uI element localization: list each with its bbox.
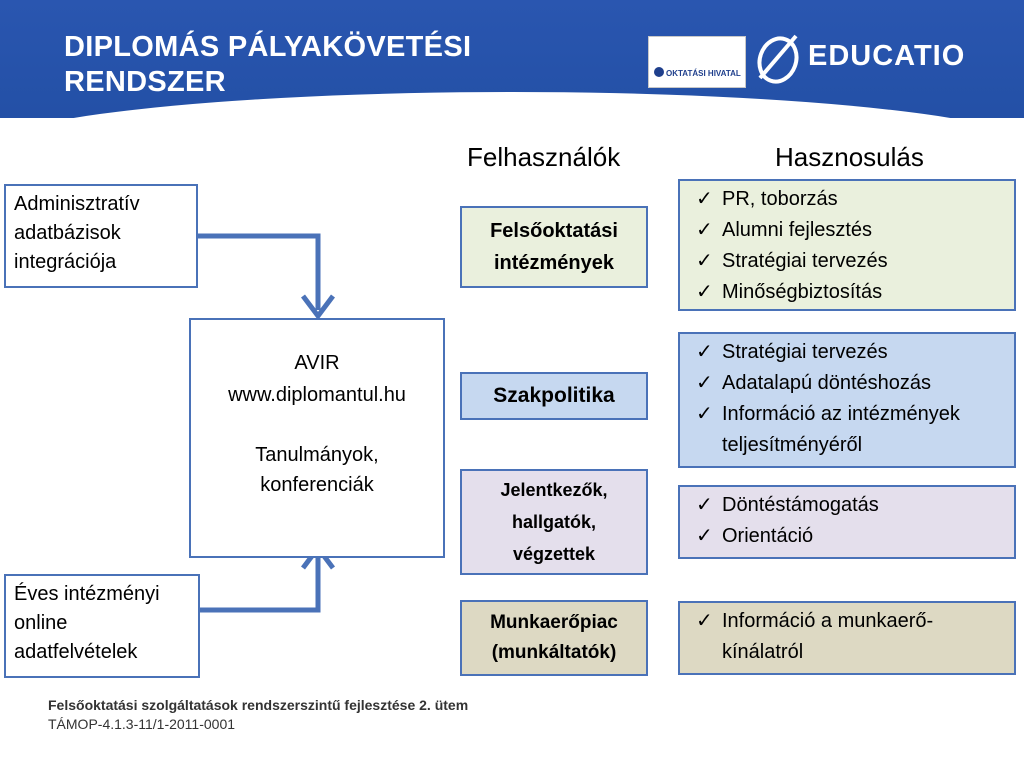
check-icon: ✓ — [696, 494, 713, 516]
source-annual-line: online — [14, 612, 68, 634]
source-annual-surveys — [4, 574, 200, 678]
usage-item-text: kínálatról — [722, 641, 804, 663]
users-column-title: Felhasználók — [467, 142, 621, 172]
avir-box — [189, 318, 445, 558]
usage-item-text: Alumni fejlesztés — [722, 219, 873, 241]
check-icon: ✓ — [696, 403, 713, 425]
check-icon: ✓ — [696, 281, 713, 303]
usage-item — [688, 606, 1006, 637]
user-line: hallgatók, — [511, 512, 596, 532]
usage-item-text: teljesítményéről — [722, 434, 863, 456]
usage-item-text: Döntéstámogatás — [722, 494, 879, 516]
usage-item-text: Minőségbiztosítás — [722, 281, 883, 303]
check-icon: ✓ — [696, 188, 713, 210]
check-icon: ✓ — [696, 525, 713, 547]
user-line: intézmények — [493, 252, 615, 274]
usage-item — [688, 490, 1006, 521]
check-icon: ✓ — [696, 341, 713, 363]
arrow-admin-to-avir — [198, 236, 318, 310]
user-line: Szakpolitika — [493, 384, 615, 407]
source-annual-line: adatfelvételek — [14, 641, 138, 663]
avir-name: AVIR — [294, 352, 340, 374]
source-admin-line: Adminisztratív — [14, 193, 140, 215]
check-icon: ✓ — [696, 372, 713, 394]
educatio-logo-text: EDUCATIO — [808, 40, 966, 72]
user-line: (munkáltatók) — [491, 642, 617, 663]
usage-item-text: Stratégiai tervezés — [722, 341, 888, 363]
page-title-line2: RENDSZER — [64, 66, 226, 98]
usage-policy — [678, 332, 1016, 468]
footer-project-code: TÁMOP-4.1.3-11/1-2011-0001 — [48, 716, 236, 732]
usage-item-text: Információ a munkaerő- — [722, 610, 934, 632]
source-annual-line: Éves intézményi — [14, 583, 160, 605]
usage-item — [688, 337, 1006, 368]
usage-item — [688, 521, 1006, 552]
usage-item — [688, 184, 1006, 215]
usage-students — [678, 485, 1016, 559]
check-icon: ✓ — [696, 250, 713, 272]
avir-studies-line1: Tanulmányok, — [255, 444, 379, 466]
avir-studies-line2: konferenciák — [260, 474, 374, 496]
usage-item — [688, 215, 1006, 246]
usage-item-text: PR, toborzás — [722, 188, 838, 210]
source-admin-databases — [4, 184, 198, 288]
user-line: végzettek — [512, 544, 596, 564]
user-higher-education-institutions — [460, 206, 648, 288]
usage-item-continuation — [688, 430, 1006, 461]
footer-project-title: Felsőoktatási szolgáltatások rendszerszintű fejlesztése 2. ütem — [48, 697, 469, 713]
user-policy — [460, 372, 648, 420]
usage-item — [688, 246, 1006, 277]
user-students — [460, 469, 648, 575]
oktatasi-hivatal-logo-text: OKTATÁSI HIVATAL — [666, 69, 741, 78]
usage-item-text: Stratégiai tervezés — [722, 250, 888, 272]
source-admin-line: adatbázisok — [14, 222, 121, 244]
usage-labour-market — [678, 601, 1016, 675]
user-labour-market — [460, 600, 648, 676]
usage-item — [688, 399, 1006, 430]
check-icon: ✓ — [696, 610, 713, 632]
user-line: Munkaerőpiac — [490, 612, 618, 633]
usage-institutions — [678, 179, 1016, 311]
page-title-line1: DIPLOMÁS PÁLYAKÖVETÉSI — [64, 31, 472, 63]
user-line: Felsőoktatási — [490, 220, 618, 242]
avir-url: www.diplomantul.hu — [228, 384, 406, 406]
usage-item-text: Orientáció — [722, 525, 814, 547]
usage-item — [688, 277, 1006, 308]
usage-item-continuation — [688, 637, 1006, 668]
user-line: Jelentkezők, — [500, 480, 608, 500]
usage-item-text: Információ az intézmények — [722, 403, 960, 425]
source-admin-line: integrációja — [14, 251, 117, 273]
arrow-annual-to-avir — [200, 554, 318, 610]
usage-column-title: Hasznosulás — [775, 142, 924, 172]
usage-item-text: Adatalapú döntéshozás — [722, 372, 932, 394]
usage-item — [688, 368, 1006, 399]
check-icon: ✓ — [696, 219, 713, 241]
